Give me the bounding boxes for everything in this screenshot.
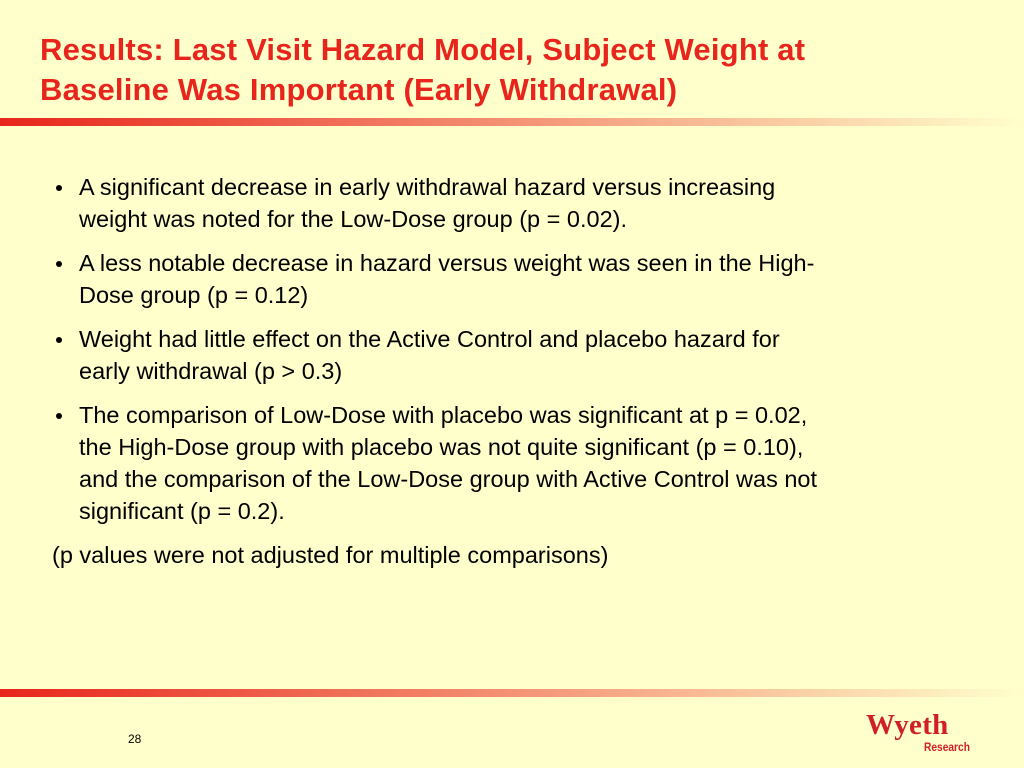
slide-body xyxy=(52,171,992,571)
bullet-icon xyxy=(56,337,62,343)
bullet-text-line: the High-Dose group with placebo was not quite significant (p = 0.10), xyxy=(79,434,804,460)
footnote: (p values were not adjusted for multiple comparisons) xyxy=(52,542,609,568)
logo-subtext: Research xyxy=(924,740,970,754)
slide-title xyxy=(40,30,1000,110)
bullet-text-line: early withdrawal (p > 0.3) xyxy=(79,358,343,384)
page-number: 28 xyxy=(128,732,142,746)
bullet-text-line: weight was noted for the Low-Dose group (p = 0.02). xyxy=(79,206,627,232)
bullet-text-line: Weight had little effect on the Active Control and placebo hazard for xyxy=(79,326,780,352)
bullet-text-line: Dose group (p = 0.12) xyxy=(79,282,309,308)
footer-divider xyxy=(0,689,1024,697)
bullet-text-line: significant (p = 0.2). xyxy=(79,498,285,524)
bullet-item-4 xyxy=(52,399,992,527)
bullet-item-2 xyxy=(52,247,992,311)
slide-title-line-2: Baseline Was Important (Early Withdrawal) xyxy=(40,72,678,107)
logo-wordmark: Wyeth xyxy=(866,709,949,741)
bullet-icon xyxy=(56,185,62,191)
title-divider xyxy=(0,118,1024,126)
wyeth-research-logo xyxy=(858,709,988,759)
slide-title-line-1: Results: Last Visit Hazard Model, Subject Weight at xyxy=(40,32,806,67)
bullet-text-line: The comparison of Low-Dose with placebo was significant at p = 0.02, xyxy=(79,402,808,428)
bullet-text-line: A less notable decrease in hazard versus weight was seen in the High- xyxy=(79,250,815,276)
bullet-text-line: A significant decrease in early withdrawal hazard versus increasing xyxy=(79,174,776,200)
bullet-item-3 xyxy=(52,323,992,387)
bullet-icon xyxy=(56,413,62,419)
bullet-text-line: and the comparison of the Low-Dose group with Active Control was not xyxy=(79,466,818,492)
bullet-list xyxy=(52,171,992,527)
bullet-icon xyxy=(56,261,62,267)
bullet-item-1 xyxy=(52,171,992,235)
